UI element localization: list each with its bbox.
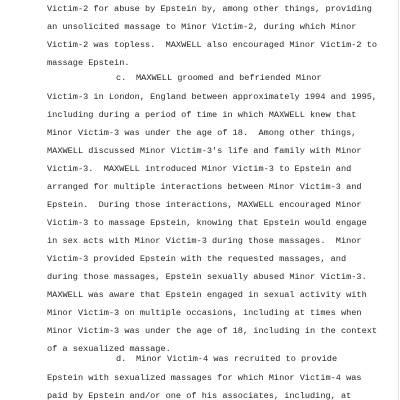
text-line: massage Epstein. <box>47 58 130 68</box>
text-line: Victim-3 to massage Epstein, knowing that Epstein would engage <box>47 218 367 228</box>
paragraph-label: d. <box>116 354 127 364</box>
text-line: Victim-3 provided Epstein with the requested massages, and <box>47 254 347 264</box>
page-edge-rule <box>398 0 399 400</box>
paragraph-first-line: MAXWELL groomed and befriended Minor <box>136 73 322 83</box>
paragraph-label: c. <box>116 73 127 83</box>
text-line: Minor Victim-3 on multiple occasions, including at times when <box>47 308 362 318</box>
text-line: Victim-2 was topless. MAXWELL also encouraged Minor Victim-2 to <box>47 40 378 50</box>
text-line: Victim-2 for abuse by Epstein by, among other things, providing <box>47 4 372 14</box>
text-line: Victim-3. MAXWELL introduced Minor Victim-3 to Epstein and <box>47 164 352 174</box>
text-line: Minor Victim-3 was under the age of 18. Among other things, <box>47 128 357 138</box>
text-line: in sex acts with Minor Victim-3 during those massages. Minor <box>47 236 362 246</box>
text-line: Victim-3 in London, England between approximately 1994 and 1995, <box>47 92 378 102</box>
paragraph-first-line: Minor Victim-4 was recruited to provide <box>136 354 338 364</box>
text-line: including during a period of time in which MAXWELL knew that <box>47 110 357 120</box>
text-line: MAXWELL was aware that Epstein engaged in sexual activity with <box>47 290 367 300</box>
text-line: during those massages, Epstein sexually abused Minor Victim-3. <box>47 272 367 282</box>
text-line: of a sexualized massage. <box>47 344 171 354</box>
text-line: arranged for multiple interactions between Minor Victim-3 and <box>47 182 362 192</box>
text-line: Minor Victim-3 was under the age of 18, including in the context <box>47 326 378 336</box>
text-line: Epstein with sexualized massages for which Minor Victim-4 was <box>47 373 362 383</box>
text-line: Epstein. During those interactions, MAXWELL encouraged Minor <box>47 200 362 210</box>
text-line: paid by Epstein and/or one of his associates, including, at <box>47 391 352 400</box>
text-line: MAXWELL discussed Minor Victim-3's life and family with Minor <box>47 146 362 156</box>
text-line: an unsolicited massage to Minor Victim-2, during which Minor <box>47 22 357 32</box>
